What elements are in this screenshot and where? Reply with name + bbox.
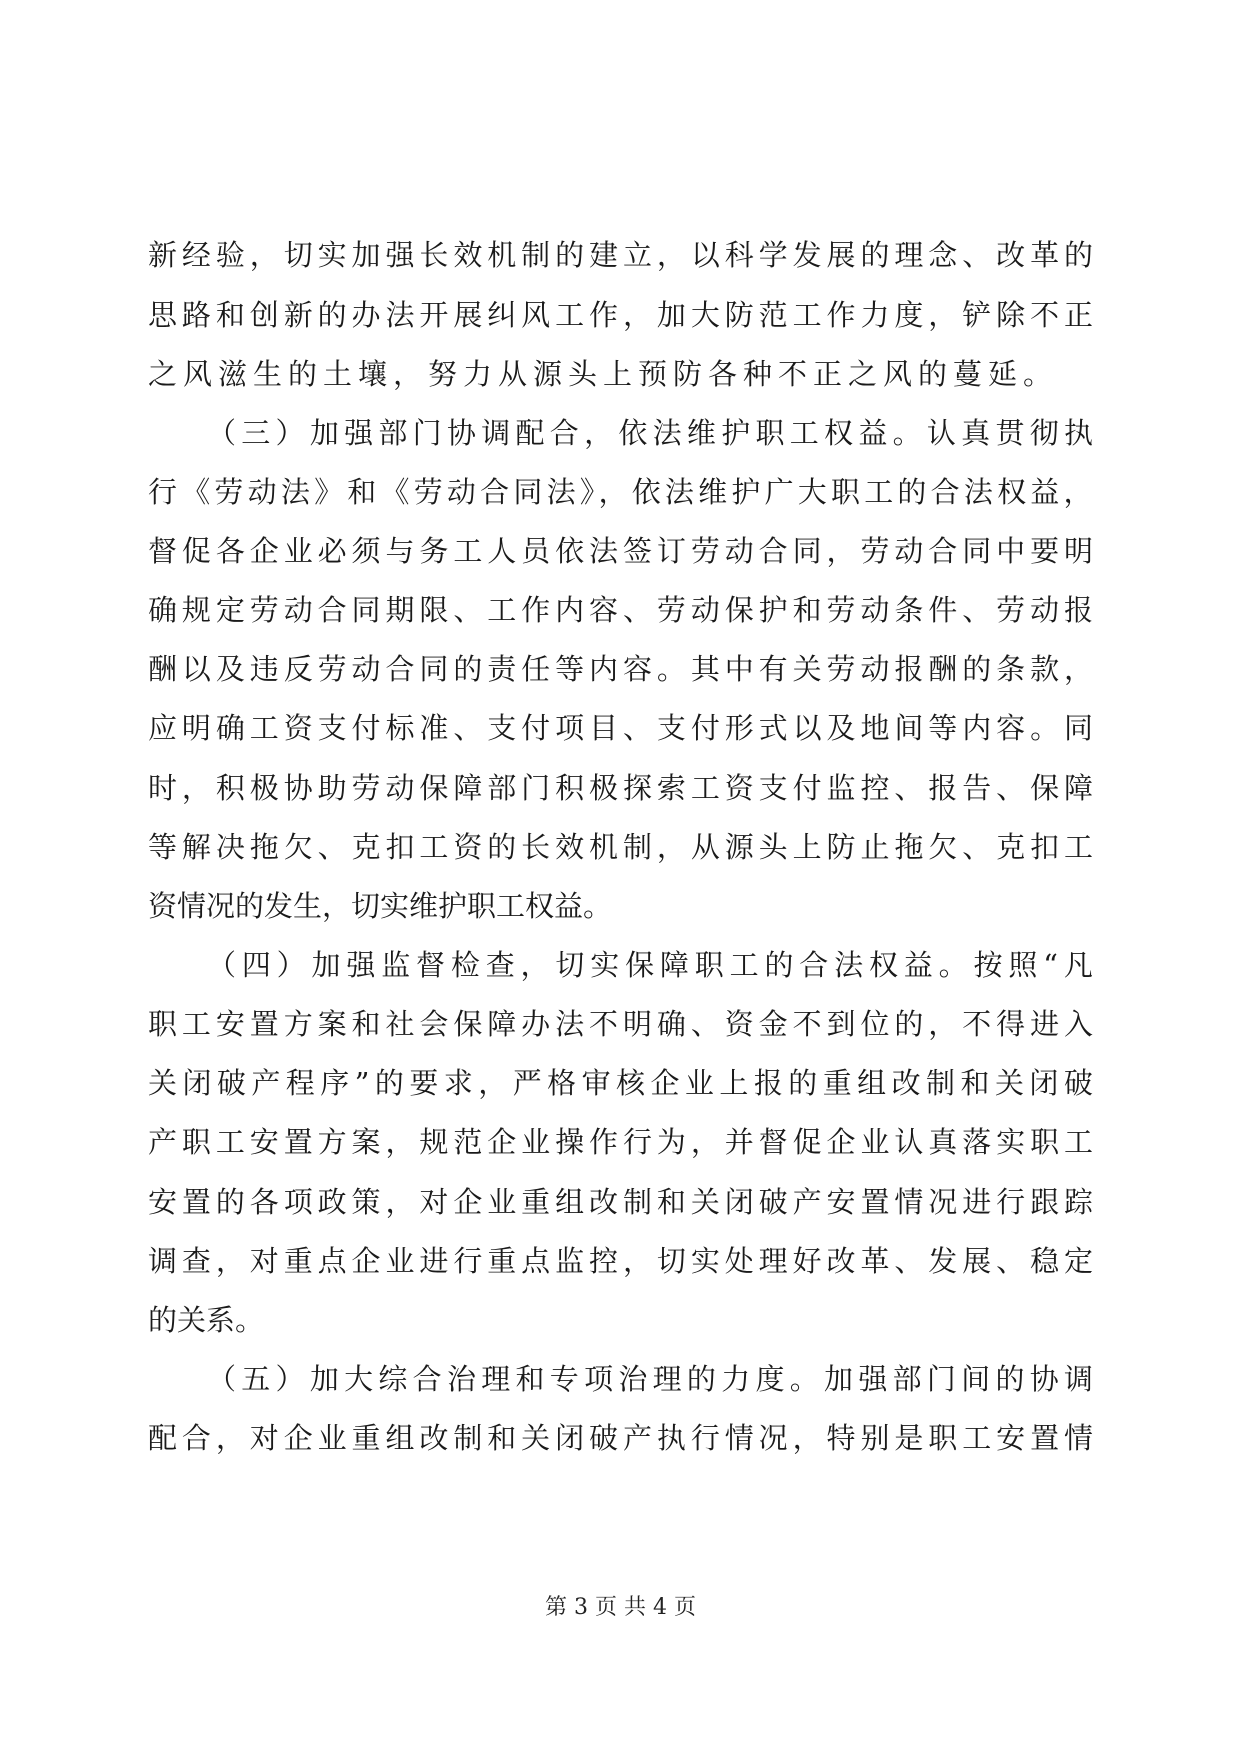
text-line: 酬以及违反劳动合同的责任等内容。其中有关劳动报酬的条款， (148, 652, 1098, 686)
text-line: 的关系。 (148, 1303, 265, 1337)
text-line: 职工安置方案和社会保障办法不明确、资金不到位的，不得进入 (148, 1007, 1098, 1041)
text-line: 行《劳动法》和《劳动合同法》，依法维护广大职工的合法权益， (148, 475, 1097, 509)
text-line: 调查，对重点企业进行重点监控，切实处理好改革、发展、稳定 (148, 1244, 1098, 1278)
text-line: 新经验，切实加强长效机制的建立，以科学发展的理念、改革的 (148, 238, 1098, 272)
text-line: 资情况的发生，切实维护职工权益。 (148, 889, 613, 923)
text-line: 确规定劳动合同期限、工作内容、劳动保护和劳动条件、劳动报 (148, 593, 1098, 627)
paragraph-heading-line: （四）加强监督检查，切实保障职工的合法权益。按照“凡 (207, 948, 1099, 982)
page-number-footer: 第 3 页 共 4 页 (545, 1595, 696, 1620)
text-line: 安置的各项政策，对企业重组改制和关闭破产安置情况进行跟踪 (148, 1185, 1098, 1219)
text-line: 思路和创新的办法开展纠风工作，加大防范工作力度，铲除不正 (148, 298, 1098, 332)
text-line: 督促各企业必须与务工人员依法签订劳动合同，劳动合同中要明 (148, 534, 1098, 568)
text-line: 产职工安置方案，规范企业操作行为，并督促企业认真落实职工 (148, 1125, 1098, 1159)
text-line: 应明确工资支付标准、支付项目、支付形式以及地间等内容。同 (148, 711, 1098, 745)
text-line: 之风滋生的土壤，努力从源头上预防各种不正之风的蔓延。 (148, 357, 1059, 391)
text-line: 等解决拖欠、克扣工资的长效机制，从源头上防止拖欠、克扣工 (148, 830, 1098, 864)
text-line: 关闭破产程序”的要求，严格审核企业上报的重组改制和关闭破 (148, 1066, 1099, 1100)
paragraph-heading-line: （三）加强部门协调配合，依法维护职工权益。认真贯彻执 (207, 416, 1099, 450)
text-line: 时，积极协助劳动保障部门积极探索工资支付监控、报告、保障 (148, 771, 1098, 805)
text-line: 配合，对企业重组改制和关闭破产执行情况，特别是职工安置情 (148, 1421, 1098, 1455)
paragraph-heading-line: （五）加大综合治理和专项治理的力度。加强部门间的协调 (207, 1362, 1099, 1396)
